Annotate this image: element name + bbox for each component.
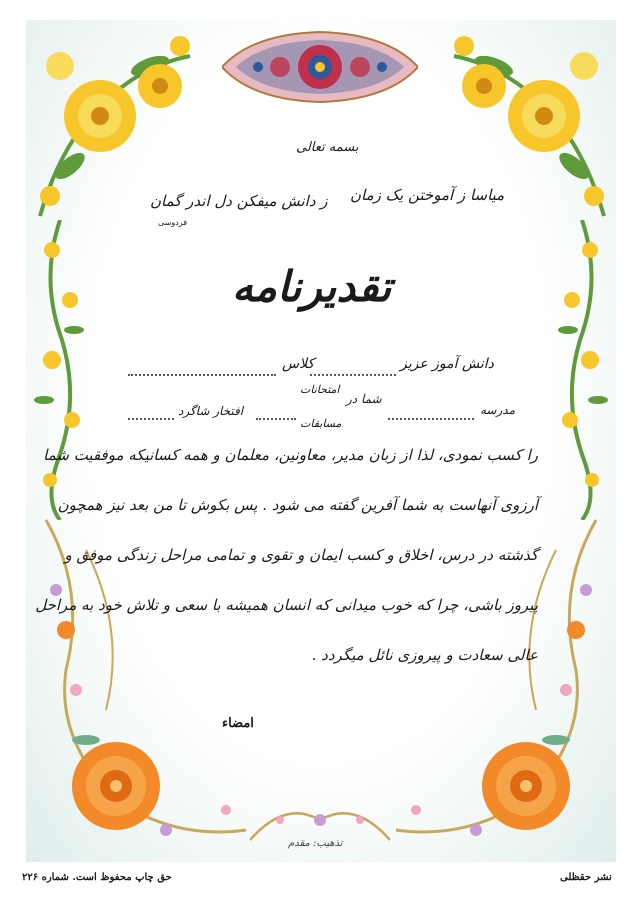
rank-blank [256,418,296,420]
achievement-label: افتخار شاگرد [178,404,244,418]
illuminator-signature: تذهیب: مقدم [288,838,343,849]
school-label: مدرسه [480,403,516,417]
besmellah-heading: بسمه تعالی [296,140,359,155]
body-line-4: پیروز باشی، چرا که خوب میدانی که انسان همیشه با سعی و تلاش خود به مراحل [35,596,538,614]
poem-verse-right: میاسا ز آموختن یک زمان [350,186,505,204]
student-label: دانش آموز عزیز [400,356,494,372]
signature-label: امضاء [222,716,254,731]
achievement-blank [128,418,174,420]
poet-name: فردوسی [158,218,188,227]
copyright-notice: حق چاپ محفوظ است. شماره ۲۲۶ [22,872,172,883]
body-line-2: آرزوی آنهاست به شما آفرین گفته می شود . پس بکوش تا من بعد نیز همچون [57,496,538,514]
poem-verse-left: ز دانش میفکن دل اندر گمان [150,192,328,210]
certificate-title: تقدیرنامه [232,262,392,311]
student-name-blank [310,374,396,376]
body-line-5: عالی سعادت و پیروزی نائل میگردد . [311,646,538,664]
publisher-name: نشر حقظلی [560,872,612,883]
right-vine-decoration [552,220,612,520]
class-blank [128,374,276,376]
competitions-option: مسابقات [300,417,342,430]
school-blank [388,418,474,420]
body-line-3: گذشته در درس، اخلاق و کسب ایمان و تقوی و تمامی مراحل زندگی موفق و [64,546,538,564]
exams-option: امتحانات [300,383,340,396]
body-line-1: را کسب نمودی، لذا از زبان مدیر، معاونین، معلمان و همه کسانیکه موفقیت شما [43,446,538,464]
class-label: کلاس [282,356,315,372]
rank-prefix: شما در [346,392,382,406]
top-ornament-motif [222,30,418,104]
left-vine-decoration [30,220,90,520]
